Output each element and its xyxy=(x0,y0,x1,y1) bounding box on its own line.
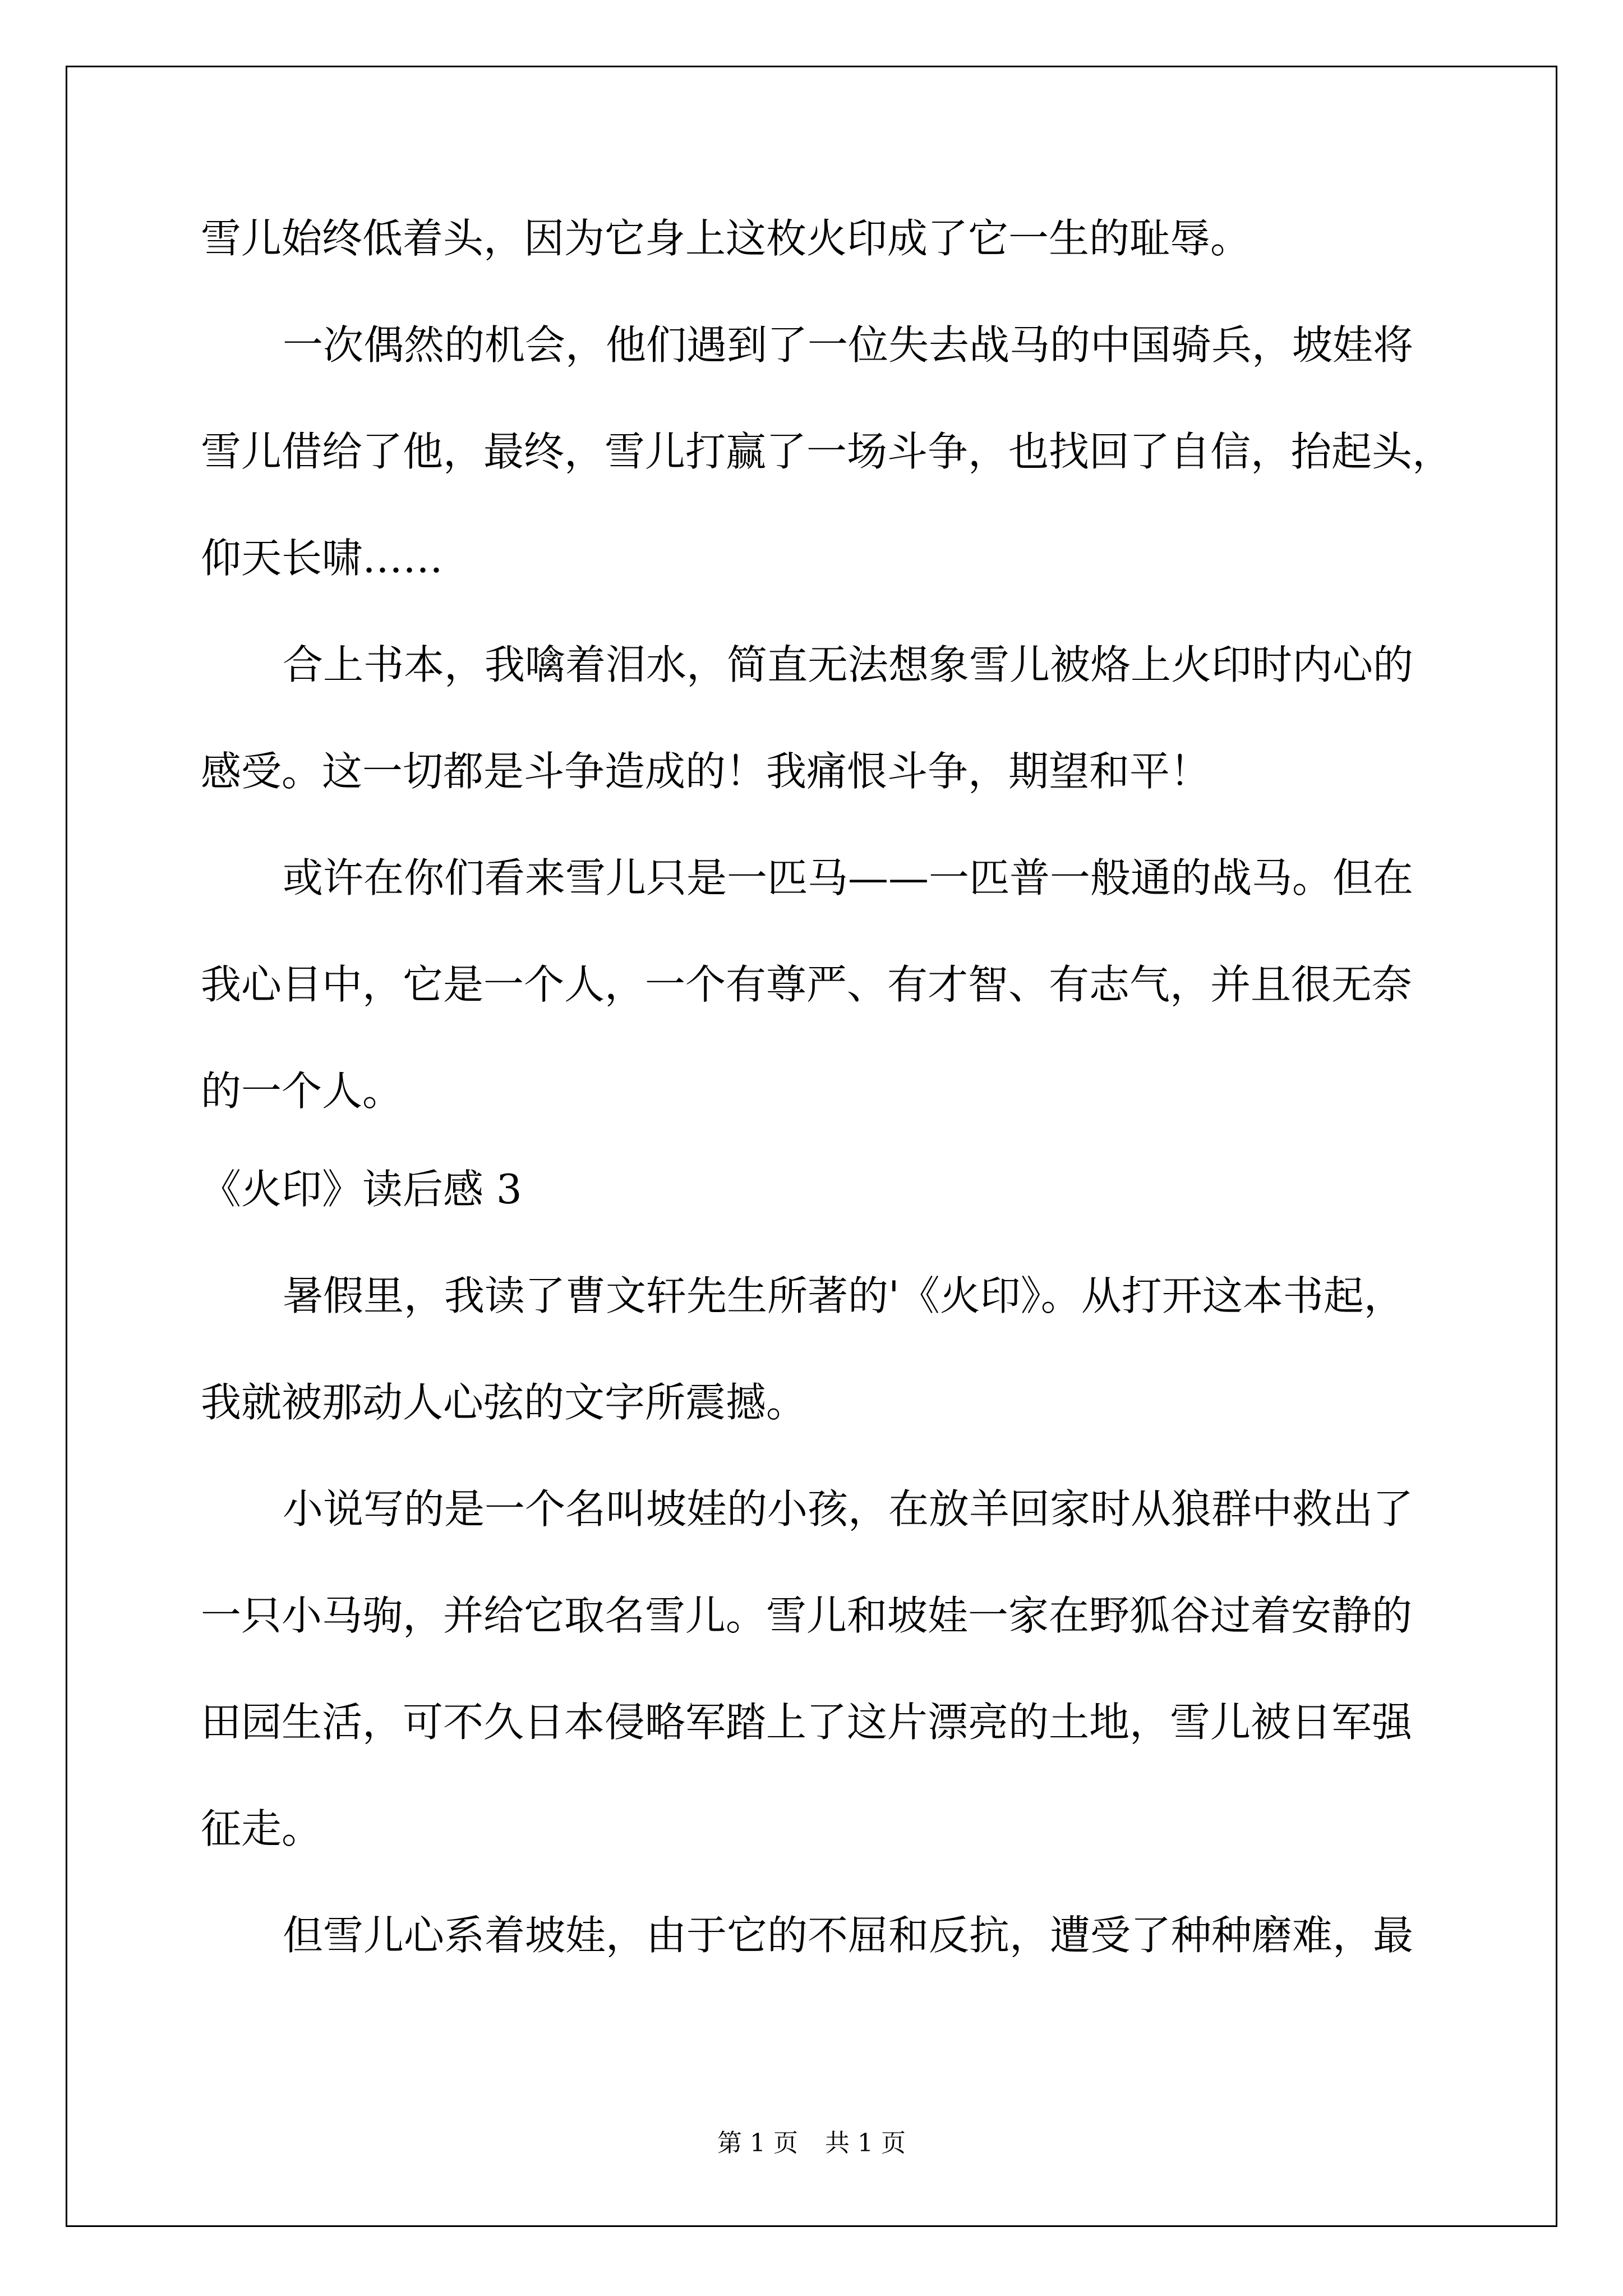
page-total: 共 1 页 xyxy=(825,2129,906,2157)
paragraph-line: 一次偶然的机会，他们遇到了一位失去战马的中国骑兵，坡娃将 xyxy=(283,321,1414,369)
text-line: 我心目中，它是一个人，一个有尊严、有才智、有志气，并且很无奈 xyxy=(201,961,1413,1008)
page-footer xyxy=(0,2131,1623,2156)
paragraph-line: 但雪儿心系着坡娃，由于它的不屈和反抗，遭受了种种磨难，最 xyxy=(283,1912,1414,1959)
text-line: 征走。 xyxy=(201,1805,322,1852)
text-line: 一只小马驹，并给它取名雪儿。雪儿和坡娃一家在野狐谷过着安静的 xyxy=(201,1592,1413,1639)
section-heading: 《火印》读后感 3 xyxy=(201,1166,522,1213)
text-line: 我就被那动人心弦的文字所震撼。 xyxy=(201,1379,807,1426)
text-line: 雪儿始终低着头，因为它身上这枚火印成了它一生的耻辱。 xyxy=(201,215,1251,262)
text-line: 仰天长啸…… xyxy=(201,535,444,582)
paragraph-line: 暑假里，我读了曹文轩先生所著的'《火印》。从打开这本书起， xyxy=(283,1272,1404,1319)
text-line: 田园生活，可不久日本侵略军踏上了这片漂亮的土地，雪儿被日军强 xyxy=(201,1699,1413,1746)
page-number: 第 1 页 xyxy=(717,2129,798,2157)
text-line: 的一个人。 xyxy=(201,1068,403,1115)
page-border xyxy=(66,66,1557,2227)
text-line: 感受。这一切都是斗争造成的！我痛恨斗争，期望和平！ xyxy=(201,748,1211,795)
paragraph-line: 合上书本，我噙着泪水，简直无法想象雪儿被烙上火印时内心的 xyxy=(283,641,1414,688)
text-line: 雪儿借给了他，最终，雪儿打赢了一场斗争，也找回了自信，抬起头， xyxy=(201,428,1453,475)
paragraph-line: 或许在你们看来雪儿只是一匹马——一匹普一般通的战马。但在 xyxy=(283,854,1414,901)
paragraph-line: 小说写的是一个名叫坡娃的小孩，在放羊回家时从狼群中救出了 xyxy=(283,1485,1414,1533)
